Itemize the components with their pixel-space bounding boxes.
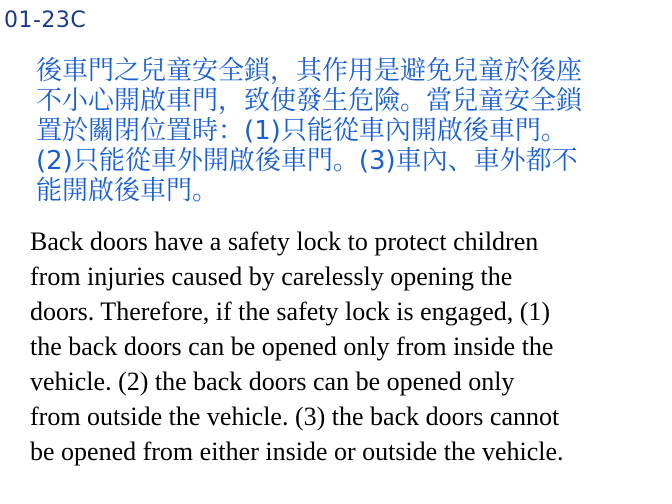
question-id: 01-23C — [4, 8, 87, 33]
english-line: be opened from either inside or outside the vehicle. — [30, 437, 564, 466]
english-line: the back doors can be opened only from inside the — [30, 332, 554, 361]
question-text-english — [30, 224, 666, 469]
chinese-line: 能開啟後車門。 — [36, 176, 219, 206]
english-line: doors. Therefore, if the safety lock is engaged, (1) — [30, 297, 551, 326]
chinese-line: (2)只能從車外開啟後車門。(3)車內、車外都不 — [36, 146, 578, 176]
chinese-line: 後車門之兒童安全鎖，其作用是避免兒童於後座 — [36, 56, 583, 86]
english-line: from injuries caused by carelessly opening the — [30, 262, 513, 291]
question-text-chinese — [36, 56, 636, 206]
chinese-line: 置於關閉位置時：(1)只能從車內開啟後車門。 — [36, 116, 567, 146]
english-line: from outside the vehicle. (3) the back doors cannot — [30, 402, 560, 431]
english-line: vehicle. (2) the back doors can be opened only — [30, 367, 515, 396]
chinese-line: 不小心開啟車門，致使發生危險。當兒童安全鎖 — [36, 86, 583, 116]
english-line: Back doors have a safety lock to protect children — [30, 227, 539, 256]
